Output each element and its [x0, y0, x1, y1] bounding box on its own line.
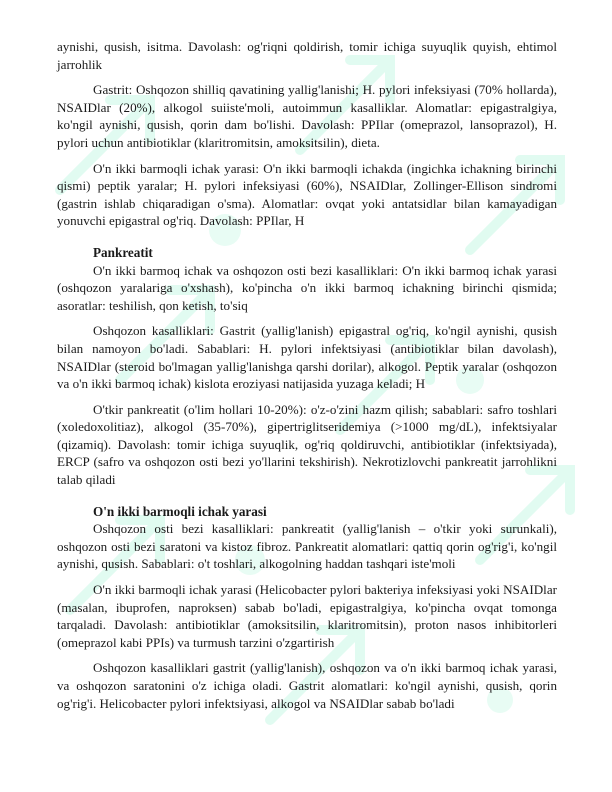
paragraph-acute-pancreatitis: O'tkir pankreatit (o'lim hollari 10-20%): o'z-o'zini hazm qilish; sabablari: safro toshlari (xoledoxolitiaz), alkogol (35-70%), gipertriglitseridemiya (>1000 mg/dL), infektsiyalar (qizamiq). Davolash: tomir ichiga suyuqlik, og'riq qoldiruvchi, antibiotiklar (infektsiyada), ERCP (safro va oshqozon osti bezi yo'llarini tekshirish). Nekrotizlovchi pankreatit jarrohlikni talab qiladi — [57, 401, 557, 488]
paragraph-duodenum-pancreas: O'n ikki barmoq ichak va oshqozon osti bezi kasalliklari: O'n ikki barmoq ichak yarasi (oshqozon yaralariga o'xshash), ko'pincha o'n ikki barmoq ichakning birinchi qismida; asoratlar: teshilish, qon ketish, to'siq — [57, 262, 557, 313]
paragraph-duodenal-ulcer-treatment: O'n ikki barmoqli ichak yarasi (Helicobacter pylori bakteriya infeksiyasi yoki NSAIDlar (masalan, ibuprofen, naproksen) sabab bo'ladi, epigastralgiya, ko'pincha ovqat tomonga tarqaladi. Davolash: antibiotiklar (amoksitsilin, klaritromitsin), proton nasos inhibitorleri (omeprazol kabi PPIs) va turmush tarzini o'zgartirish — [57, 582, 557, 650]
section-heading-pankreatit: Pankreatit — [93, 244, 153, 260]
document-body — [57, 38, 557, 712]
section-heading-duodenal-ulcer: O'n ikki barmoqli ichak yarasi — [93, 503, 267, 519]
paragraph-stomach-diseases-summary: Oshqozon kasalliklari gastrit (yallig'lanish), oshqozon va o'n ikki barmoq ichak yarasi, va oshqozon saratonini o'z ichiga oladi. Gastrit alomatlari: ko'ngil aynishi, qusish, qorin og'rig'i. Helicobacter pylori infektsiyasi, alkogol va NSAIDlar sabab bo'ladi — [57, 660, 557, 711]
paragraph-pancreas-diseases: Oshqozon osti bezi kasalliklari: pankreatit (yallig'lanish – o'tkir yoki surunkali), oshqozon osti bezi saratoni va kistoz fibroz. Pankreatit alomatlari: qattiq qorin og'rig'i, ko'ngil aynishi, qusish. Sabablari: o't toshlari, alkogolning haddan tashqari iste'moli — [57, 521, 557, 572]
paragraph-stomach-diseases: Oshqozon kasalliklari: Gastrit (yallig'lanish) epigastral og'riq, ko'ngil aynishi, qusish bilan namoyon bo'ladi. Sabablari: H. pylori infektsiyasi (antibiotiklar bilan davolash), NSAIDlar (steroid bo'lmagan yallig'lanishga qarshi dorilar), alkogol. Peptik yaralar (oshqozon va o'n ikki barmoq ichak) kislota eroziyasi natijasida yuzaga keladi; H — [57, 323, 557, 392]
paragraph-gastrit: Gastrit: Oshqozon shilliq qavatining yallig'lanishi; H. pylori infeksiyasi (70% hollarda), NSAIDlar (20%), alkogol suiiste'moli, autoimmun kasalliklar. Alomatlar: epigastralgiya, ko'ngil aynishi, qusish, qorin dam bo'lishi. Davolash: PPIlar (omeprazol, lansoprazol), H. pylori uchun antibiotiklar (klaritromitsin, amoksitsilin), dieta. — [57, 82, 557, 150]
paragraph-duodenal-ulcer: O'n ikki barmoqli ichak yarasi: O'n ikki barmoqli ichakda (ingichka ichakning birinchi qismi) peptik yaralar; H. pylori infeksiyasi (60%), NSAIDlar, Zollinger-Ellison sindromi (gastrin ishlab chiqaradigan o'sma). Alomatlar: ovqat yoki antatsidlar bilan kamayadigan yonuvchi epigastral og'riq. Davolash: PPIlar, H — [57, 160, 557, 229]
paragraph-intro-fragment: aynishi, qusish, isitma. Davolash: og'riqni qoldirish, tomir ichiga suyuqlik quyish, ehtimol jarrohlik — [57, 39, 557, 72]
